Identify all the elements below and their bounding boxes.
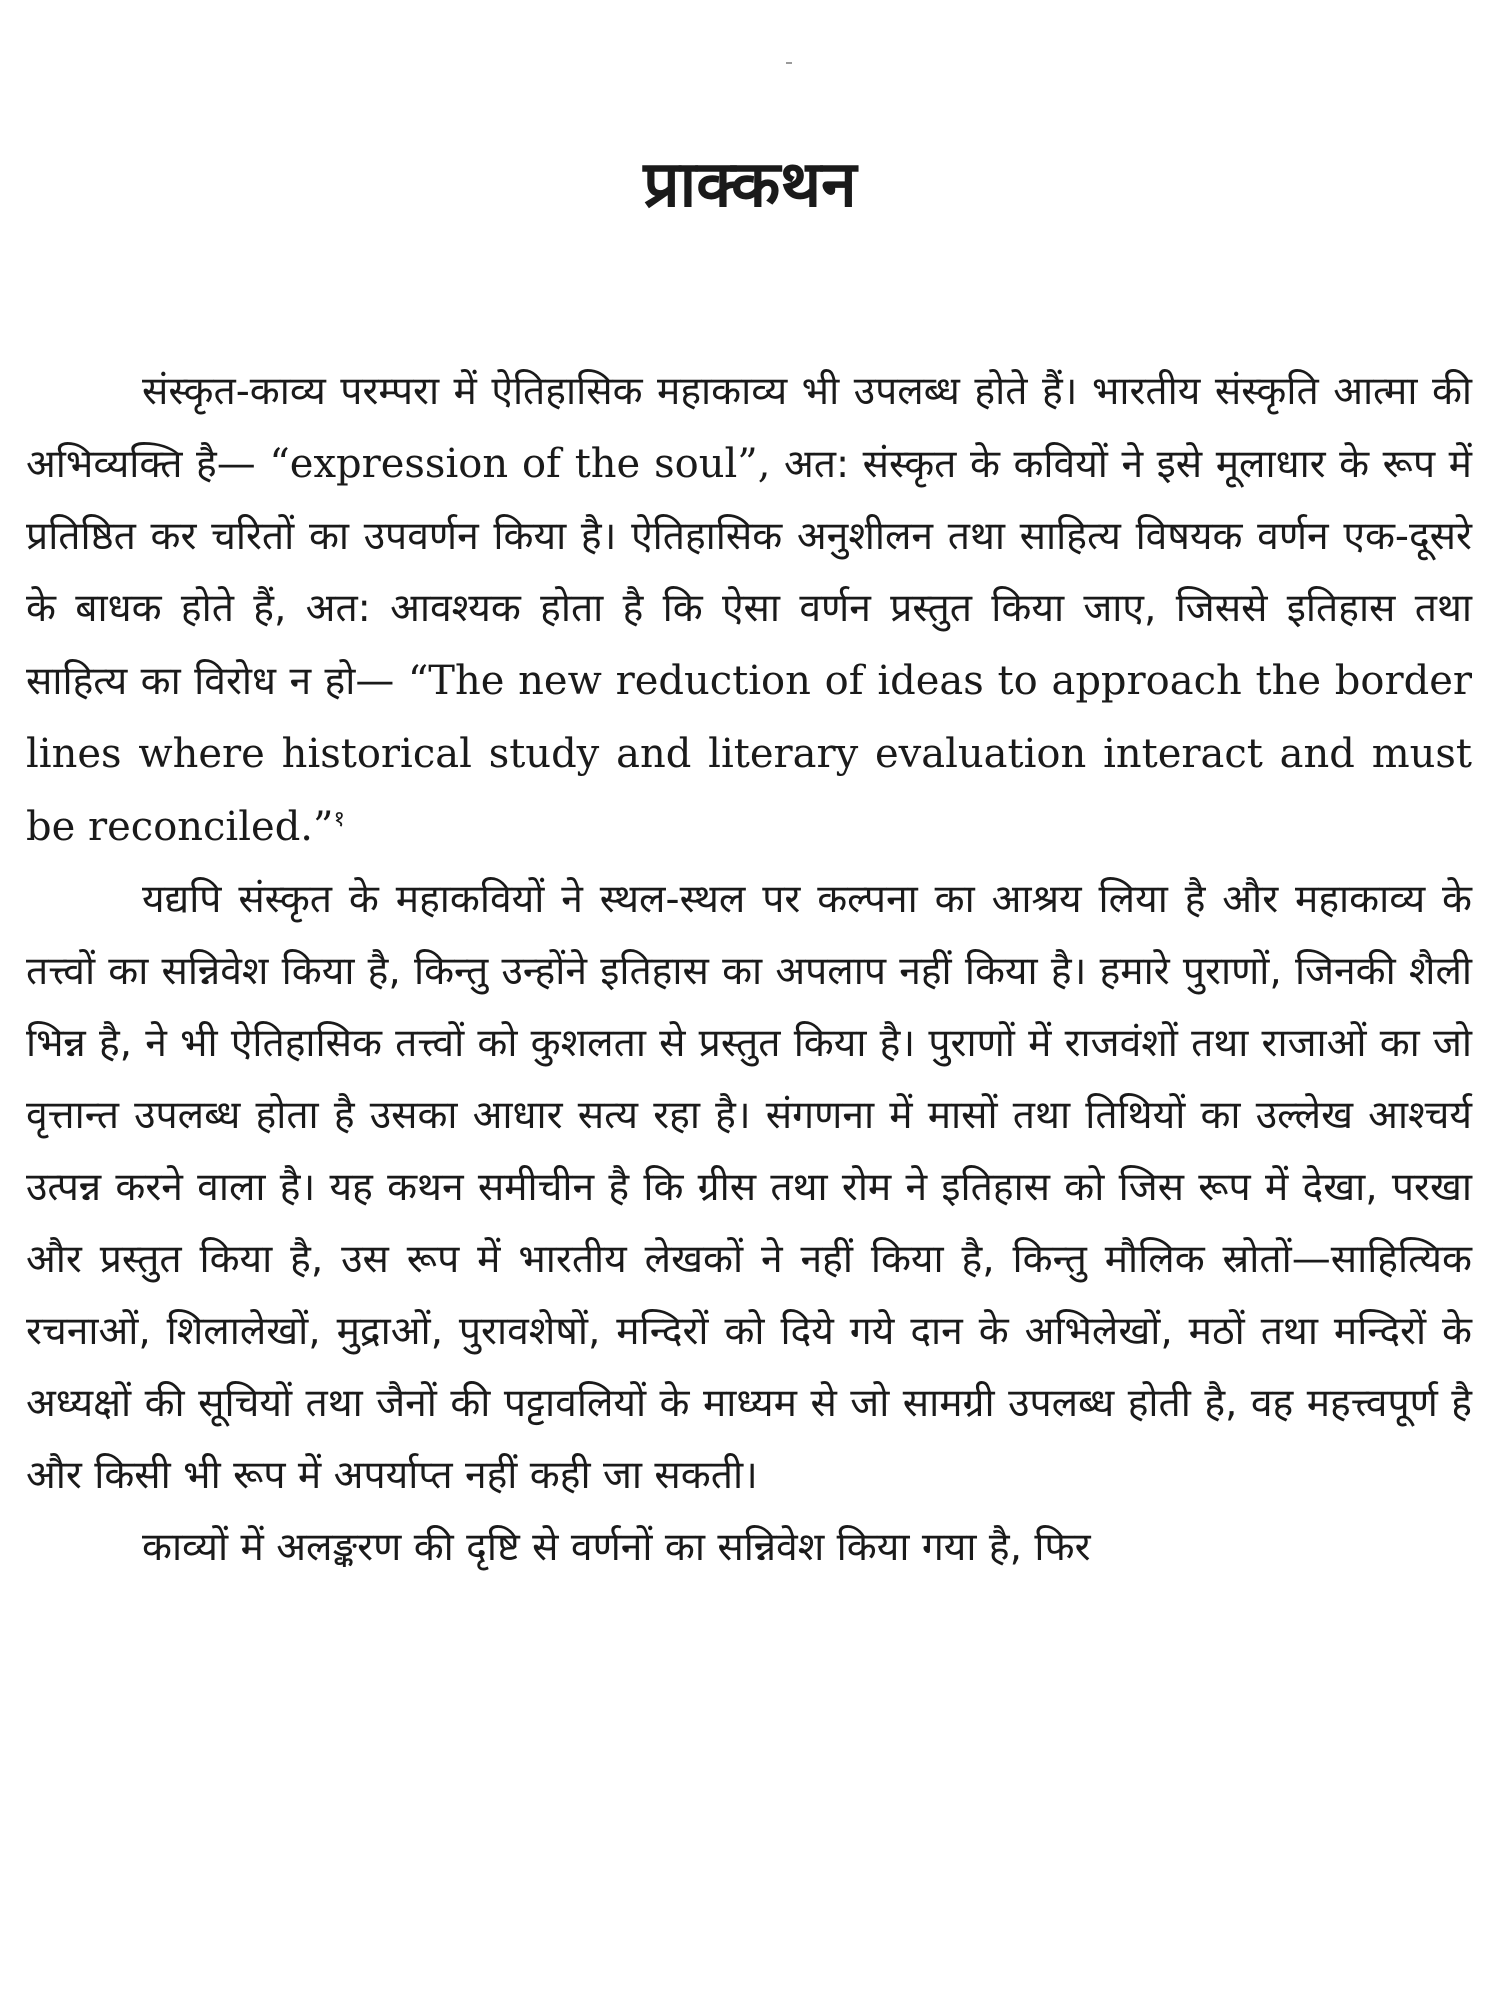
- scan-speck: [786, 62, 792, 64]
- paragraph-3: काव्यों में अलङ्करण की दृष्टि से वर्णनों का सन्निवेश किया गया है, फिर: [142, 1525, 1091, 1570]
- paragraph-1-hindi-part-1: संस्कृत-काव्य परम्परा में ऐतिहासिक महाकाव्य भी उपलब्ध होते हैं। भारतीय संस्कृति आत्मा की अभिव्यक्ति है—: [26, 369, 1472, 487]
- paragraph-1-hindi-part-2: अत: संस्कृत के कवियों ने इसे मूलाधार के रूप में प्रतिष्ठित कर चरितों का उपवर्णन किया है। ऐतिहासिक अनुशीलन तथा साहित्य विषयक वर्णन एक-दूसरे के बाधक होते हैं, अत: आवश्यक होता है कि ऐसा वर्णन प्रस्तुत किया जाए, जिससे इतिहास तथा साहित्य का विरोध न हो—: [26, 442, 1472, 704]
- paragraph-1-english-quote-1: “expression of the soul”,: [269, 441, 771, 487]
- paragraph-1-english-quote-2: “The new reduction of ideas to approach the border lines where historical study and literary evaluation interact and must be reconciled.”: [26, 658, 1473, 850]
- paragraph-1: [26, 356, 1472, 864]
- page-title: प्राक्कथन: [643, 148, 857, 222]
- paragraph-2: यद्यपि संस्कृत के महाकवियों ने स्थल-स्थल पर कल्पना का आश्रय लिया है और महाकाव्य के तत्त्वों का सन्निवेश किया है, किन्तु उन्होंने इतिहास का अपलाप नहीं किया है। हमारे पुराणों, जिनकी शैली भिन्न है, ने भी ऐतिहासिक तत्त्वों को कुशलता से प्रस्तुत किया है। पुराणों में राजवंशों तथा राजाओं का जो वृत्तान्त उपलब्ध होता है उसका आधार सत्य रहा है। संगणना में मासों तथा तिथियों का उल्लेख आश्चर्य उत्पन्न करने वाला है। यह कथन समीचीन है कि ग्रीस तथा रोम ने इतिहास को जिस रूप में देखा, परखा और प्रस्तुत किया है, उस रूप में भारतीय लेखकों ने नहीं किया है, किन्तु मौलिक स्रोतों—साहित्यिक रचनाओं, शिलालेखों, मुद्राओं, पुरावशेषों, मन्दिरों को दिये गये दान के अभिलेखों, मठों तथा मन्दिरों के अध्यक्षों की सूचियों तथा जैनों की पट्टावलियों के माध्यम से जो सामग्री उपलब्ध होती है, वह महत्त्वपूर्ण है और किसी भी रूप में अपर्याप्त नहीं कही जा सकती।: [26, 877, 1472, 1498]
- footnote-marker: १: [333, 807, 345, 832]
- body-text: [26, 356, 1472, 1584]
